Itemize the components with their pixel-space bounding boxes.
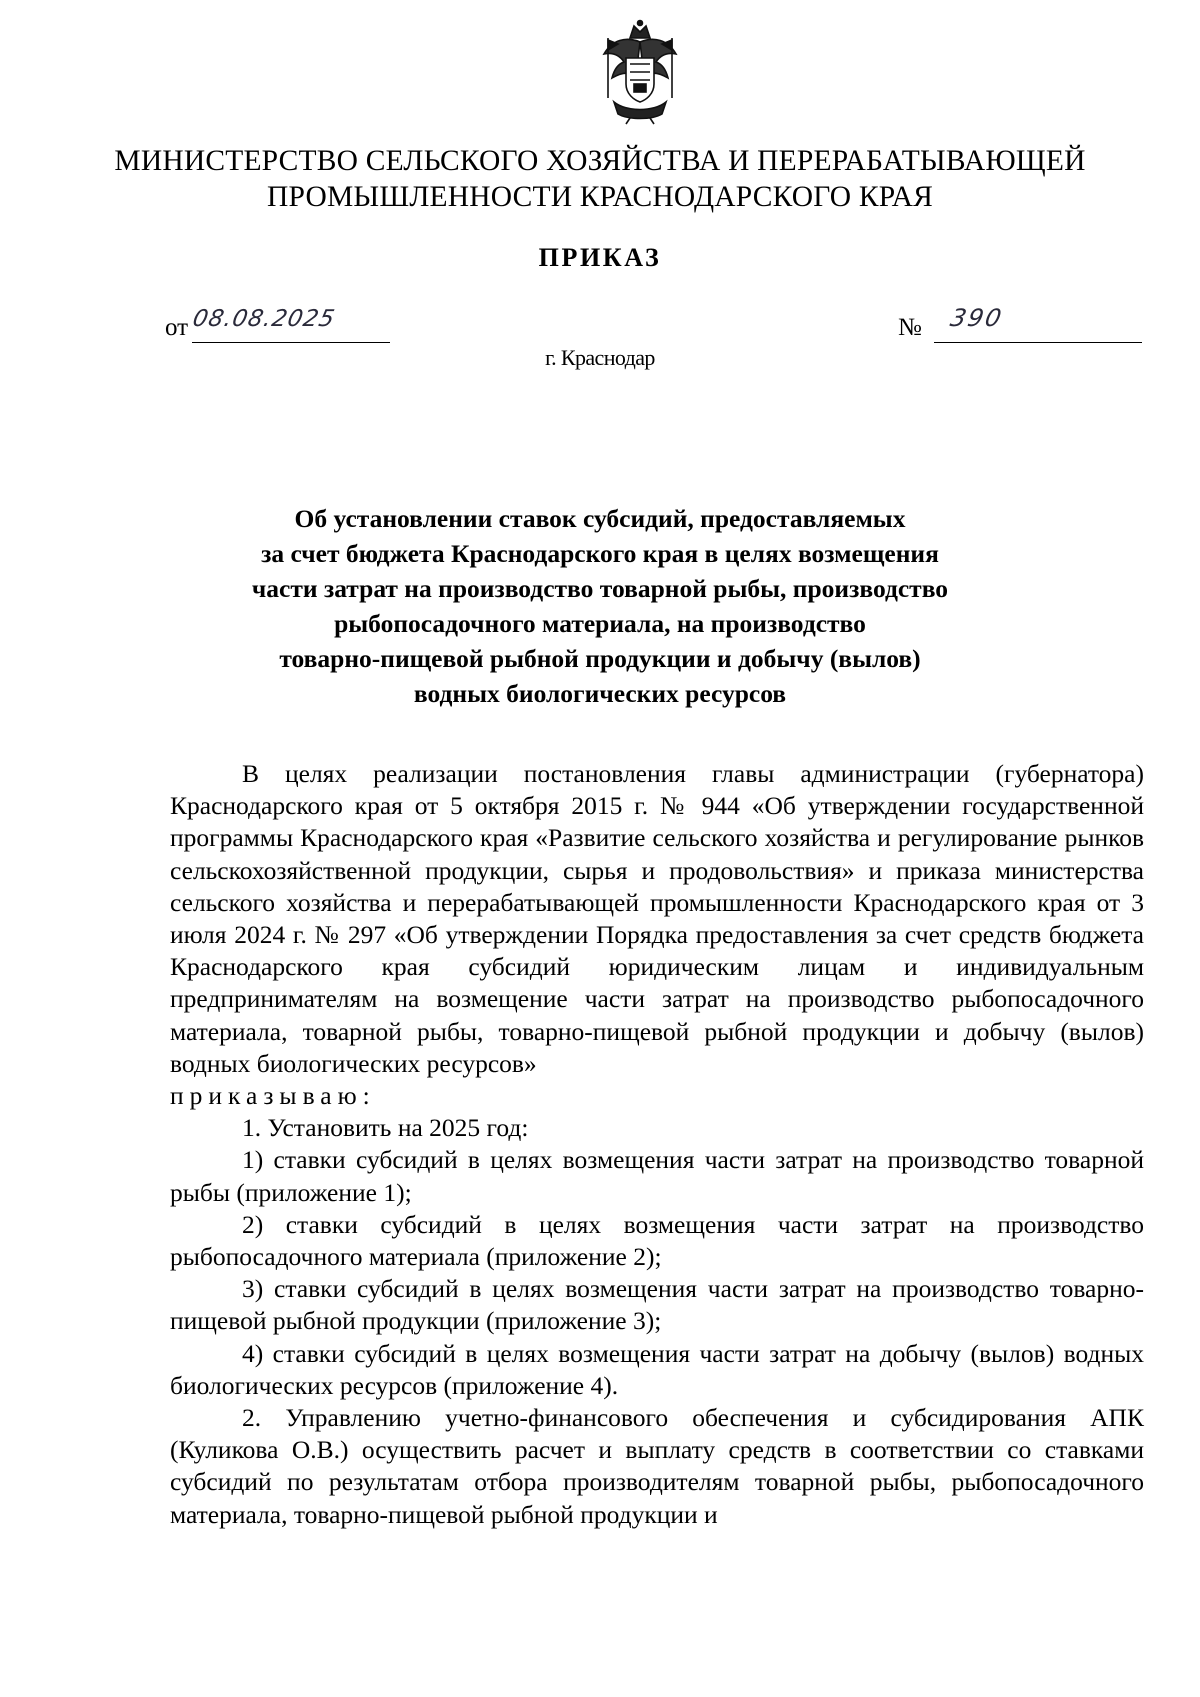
ministry-name-line2: ПРОМЫШЛЕННОСТИ КРАСНОДАРСКОГО КРАЯ bbox=[267, 181, 933, 213]
order-body bbox=[170, 758, 1144, 1531]
subject-line: за счет бюджета Краснодарского края в целях возмещения bbox=[261, 539, 939, 568]
subject-line: Об установлении ставок субсидий, предоставляемых bbox=[294, 504, 906, 533]
date-underline bbox=[192, 342, 390, 343]
item-1-2: 2) ставки субсидий в целях возмещения части затрат на производство рыбопосадочного материала (приложение 2); bbox=[170, 1209, 1144, 1272]
item-1-3: 3) ставки субсидий в целях возмещения части затрат на производство товарно-пищевой рыбной продукции (приложение 3); bbox=[170, 1274, 1144, 1336]
document-type-title: ПРИКАЗ bbox=[538, 243, 662, 272]
handwritten-date: 08.08.2025 bbox=[190, 306, 338, 332]
number-label: № bbox=[898, 314, 922, 341]
preamble-paragraph: В целях реализации постановления главы администрации (губернатора) Краснодарского края от 5 октября 2015 г. № 944 «Об утверждении государственной программы Краснодарского края «Развитие сельского хозяйства и регулирование рынков сельскохозяйственной продукции, сырья и продовольствия» и приказа министерства сельского хозяйства и перерабатывающей промышленности Краснодарского края от 3 июля 2024 г. № 297 «Об утверждении Порядка предоставления за счет средств бюджета Краснодарского края субсидий юридическим лицам и индивидуальным предпринимателям на возмещение части затрат на производство рыбопосадочного материала, товарной рыбы, товарно-пищевой рыбной продукции и добычу (вылов) водных биологических ресурсов» bbox=[170, 759, 1144, 1078]
date-label: от bbox=[165, 314, 189, 341]
item-1-4: 4) ставки субсидий в целях возмещения части затрат на добычу (вылов) водных биологических ресурсов (приложение 4). bbox=[170, 1338, 1144, 1400]
order-word: приказываю: bbox=[170, 1081, 376, 1111]
ministry-name-line1: МИНИСТЕРСТВО СЕЛЬСКОГО ХОЗЯЙСТВА И ПЕРЕРАБАТЫВАЮЩЕЙ bbox=[114, 145, 1086, 177]
city-name: г. Краснодар bbox=[545, 345, 655, 370]
handwritten-number: 390 bbox=[947, 304, 1006, 332]
subject-line: части затрат на производство товарной рыбы, производство bbox=[251, 574, 949, 603]
subject-line: товарно-пищевой рыбной продукции и добычу (вылов) bbox=[279, 644, 921, 673]
ministry-name bbox=[100, 143, 1100, 215]
item-2: 2. Управлению учетно-финансового обеспечения и субсидирования АПК (Куликова О.В.) осуществить расчет и выплату средств в соответствии со ставками субсидий по результатам отбора производителям товарной рыбы, рыбопосадочного материала, товарно-пищевой рыбной продукции и bbox=[170, 1403, 1144, 1529]
item-1-1: 1) ставки субсидий в целях возмещения части затрат на производство товарной рыбы (приложение 1); bbox=[170, 1145, 1144, 1207]
order-subject-heading bbox=[150, 501, 1050, 711]
subject-line: рыбопосадочного материала, на производство bbox=[334, 609, 866, 638]
subject-line: водных биологических ресурсов bbox=[413, 679, 787, 708]
item-1: 1. Установить на 2025 год: bbox=[242, 1113, 529, 1143]
number-underline bbox=[934, 342, 1142, 343]
coat-of-arms-emblem bbox=[596, 18, 684, 126]
